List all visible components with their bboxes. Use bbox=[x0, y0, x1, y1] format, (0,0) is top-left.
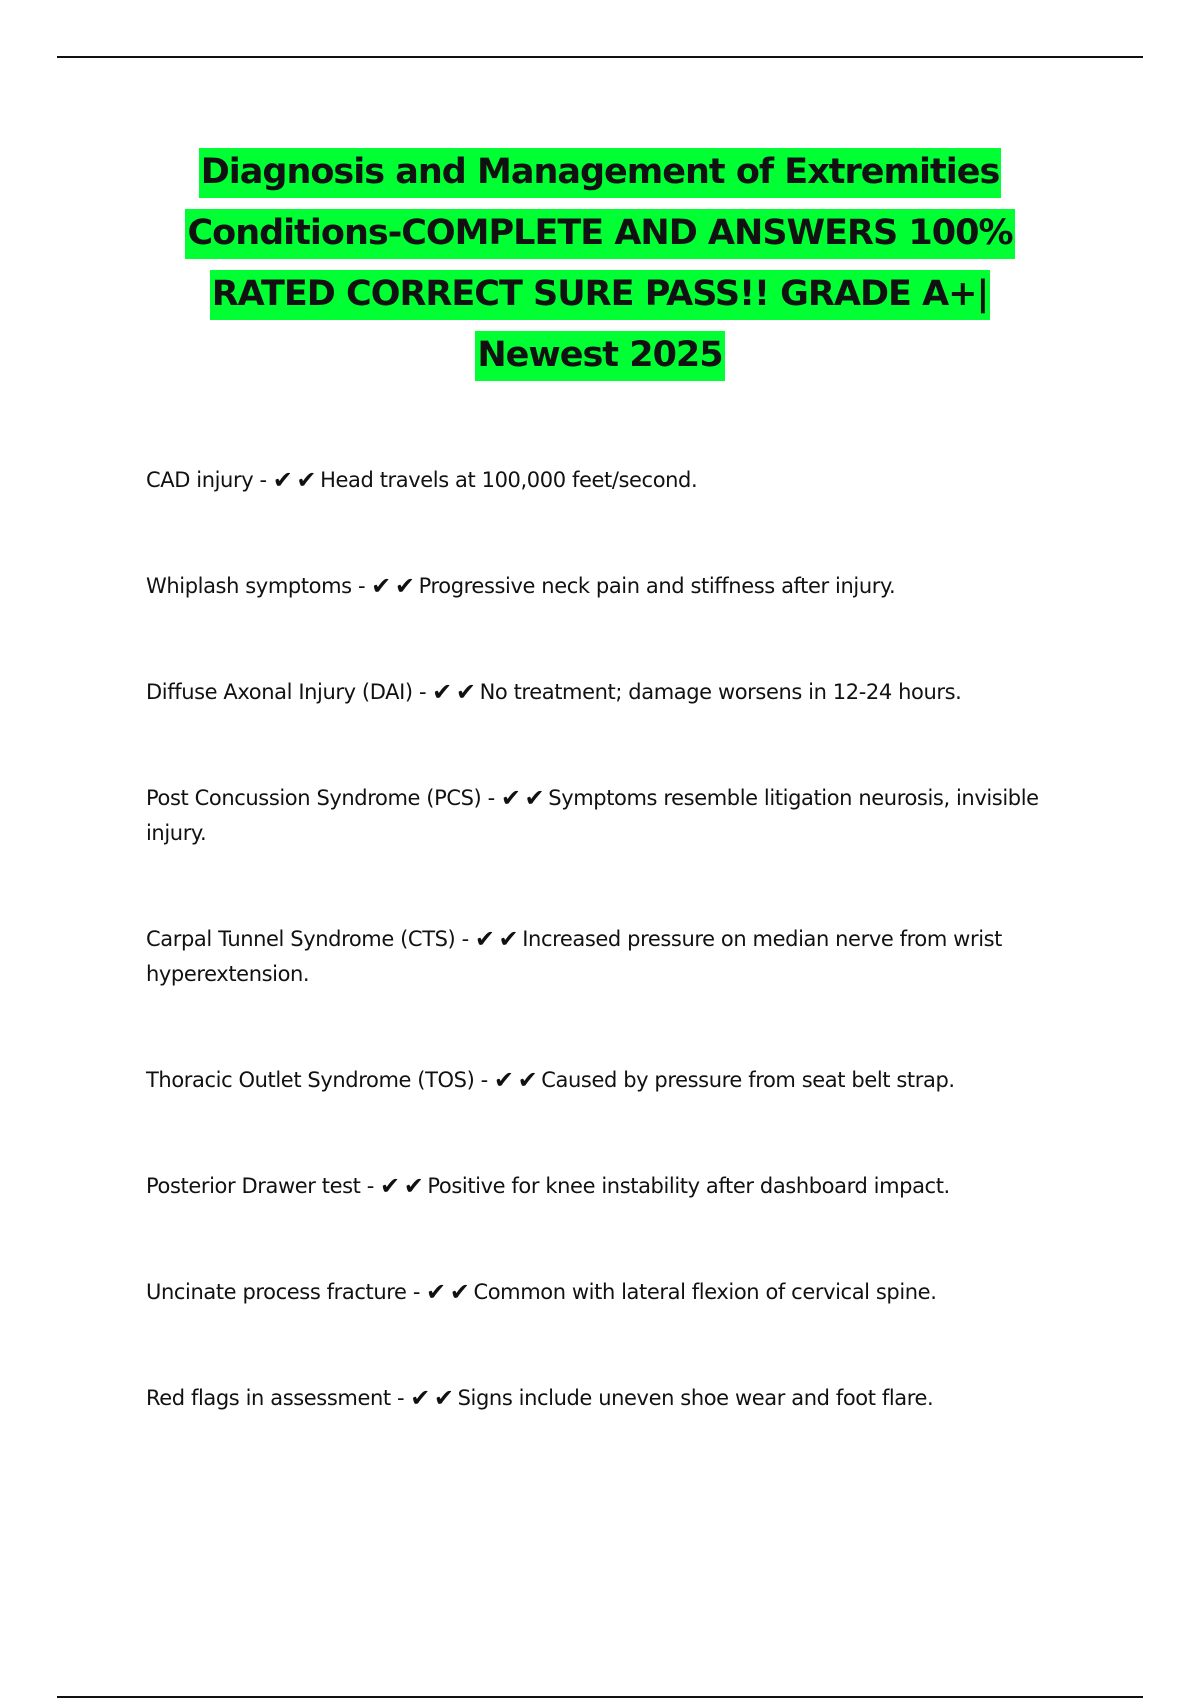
qa-answer: Caused by pressure from seat belt strap. bbox=[541, 1068, 955, 1092]
qa-list bbox=[146, 462, 1076, 1486]
qa-separator: - bbox=[461, 927, 469, 951]
check-icon: ✔ bbox=[371, 572, 391, 600]
qa-term: CAD injury bbox=[146, 468, 254, 492]
title-line bbox=[100, 142, 1100, 203]
check-icon: ✔ bbox=[379, 1172, 400, 1200]
qa-item bbox=[146, 1168, 1076, 1204]
document-title bbox=[100, 142, 1100, 386]
check-icon: ✔ bbox=[498, 925, 519, 953]
qa-answer: Head travels at 100,000 feet/second. bbox=[320, 468, 698, 492]
qa-item bbox=[146, 780, 1076, 851]
top-rule bbox=[57, 56, 1143, 58]
check-icon: ✔ bbox=[296, 466, 317, 494]
qa-term: Posterior Drawer test bbox=[146, 1174, 361, 1198]
title-highlight: Diagnosis and Management of Extremities bbox=[199, 148, 1002, 198]
check-icon: ✔ bbox=[474, 925, 495, 953]
check-icon: ✔ bbox=[449, 1278, 470, 1306]
title-line bbox=[100, 325, 1100, 386]
check-icon: ✔ bbox=[403, 1172, 424, 1200]
qa-term: Red flags in assessment bbox=[146, 1386, 391, 1410]
qa-separator: - bbox=[487, 786, 495, 810]
title-highlight: RATED CORRECT SURE PASS!! GRADE A+| bbox=[210, 270, 991, 320]
qa-answer: Progressive neck pain and stiffness after injury. bbox=[418, 574, 896, 598]
bottom-rule bbox=[57, 1696, 1143, 1698]
qa-item bbox=[146, 921, 1076, 992]
qa-separator: - bbox=[397, 1386, 405, 1410]
check-icon: ✔ bbox=[410, 1384, 430, 1412]
qa-answer: Signs include uneven shoe wear and foot flare. bbox=[457, 1386, 934, 1410]
check-icon: ✔ bbox=[272, 466, 293, 494]
qa-item bbox=[146, 568, 1076, 604]
qa-item bbox=[146, 1274, 1076, 1310]
check-icon: ✔ bbox=[455, 678, 476, 706]
check-icon: ✔ bbox=[500, 784, 521, 812]
qa-answer: No treatment; damage worsens in 12-24 hours. bbox=[479, 680, 962, 704]
title-highlight: Conditions-COMPLETE AND ANSWERS 100% bbox=[185, 209, 1014, 259]
check-icon: ✔ bbox=[433, 1384, 454, 1412]
check-icon: ✔ bbox=[394, 572, 415, 600]
qa-term: Whiplash symptoms bbox=[146, 574, 352, 598]
qa-answer: Increased pressure on median nerve from wrist hyperextension. bbox=[146, 927, 1003, 986]
qa-term: Uncinate process fracture bbox=[146, 1280, 407, 1304]
qa-item bbox=[146, 1062, 1076, 1098]
check-icon: ✔ bbox=[524, 784, 545, 812]
title-line bbox=[100, 264, 1100, 325]
check-icon: ✔ bbox=[426, 1278, 446, 1306]
qa-separator: - bbox=[366, 1174, 374, 1198]
qa-separator: - bbox=[412, 1280, 420, 1304]
qa-item bbox=[146, 462, 1076, 498]
qa-separator: - bbox=[418, 680, 427, 704]
check-icon: ✔ bbox=[432, 678, 452, 706]
qa-separator: - bbox=[480, 1068, 488, 1092]
check-icon: ✔ bbox=[493, 1066, 514, 1094]
qa-term: Thoracic Outlet Syndrome (TOS) bbox=[146, 1068, 475, 1092]
qa-term: Post Concussion Syndrome (PCS) bbox=[146, 786, 482, 810]
title-highlight: Newest 2025 bbox=[475, 331, 724, 381]
title-line bbox=[100, 203, 1100, 264]
qa-term: Carpal Tunnel Syndrome (CTS) bbox=[146, 927, 456, 951]
qa-answer: Symptoms resemble litigation neurosis, invisible injury. bbox=[146, 786, 1039, 845]
qa-separator: - bbox=[357, 574, 366, 598]
qa-answer: Common with lateral flexion of cervical spine. bbox=[473, 1280, 937, 1304]
qa-term: Diffuse Axonal Injury (DAI) bbox=[146, 680, 413, 704]
qa-answer: Positive for knee instability after dashboard impact. bbox=[427, 1174, 950, 1198]
qa-item bbox=[146, 674, 1076, 710]
qa-item bbox=[146, 1380, 1076, 1416]
qa-separator: - bbox=[259, 468, 267, 492]
check-icon: ✔ bbox=[517, 1066, 538, 1094]
